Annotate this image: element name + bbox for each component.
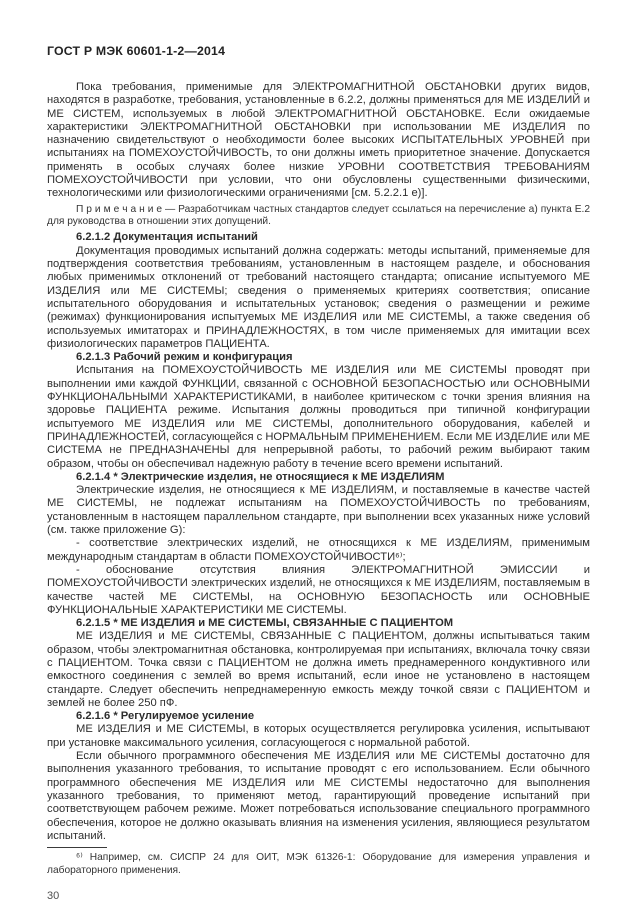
paragraph-6214: Электрические изделия, не относящиеся к МЕ ИЗДЕЛИЯМ, и поставляемые в качестве частей МЕ СИСТЕМЫ, не подлежат испытаниям на ПОМЕХОУСТОЙЧИВОСТЬ по требованиям, установленным в настоящем параллельном стандарте, при выполнении всех указанных ниже условий (см. также приложение G): bbox=[47, 484, 590, 537]
paragraph-6216-gain: МЕ ИЗДЕЛИЯ и МЕ СИСТЕМЫ, в которых осуществляется регулировка усиления, испытывают при установке максимального усиления, согласующегося с нормальной работой. bbox=[47, 723, 590, 749]
heading-6216: 6.2.1.6 * Регулируемое усиление bbox=[76, 710, 255, 723]
list-item-emission-justification: - обоснование отсутствия влияния ЭЛЕКТРОМАГНИТНОЙ ЭМИССИИ и ПОМЕХОУСТОЙЧИВОСТИ электрических изделий, не относящихся к МЕ ИЗДЕЛИЯМ, поставляемым в качестве частей МЕ СИСТЕМЫ, на ОСНОВНУЮ БЕЗОПАСНОСТЬ или ОСНОВНЫЕ ФУНКЦИОНАЛЬНЫЕ ХАРАКТЕРИСТИКИ МЕ СИСТЕМЫ. bbox=[47, 563, 590, 616]
footnote-area bbox=[47, 847, 590, 878]
paragraph-6215: МЕ ИЗДЕЛИЯ и МЕ СИСТЕМЫ, СВЯЗАННЫЕ С ПАЦИЕНТОМ, должны испытываться таким образом, чтобы электромагнитная обстановка, контролируемая при испытаниях, включала точку связи с ПАЦИЕНТОМ. Точка связи с ПАЦИЕНТОМ не должна иметь преднамеренного кондуктивного или емкостного соединения с землей во время испытаний, если иное не установлено в настоящем стандарте. Следует обеспечить непреднамеренную емкость между точкой связи с ПАЦИЕНТОМ и землей не более 250 пФ. bbox=[47, 630, 590, 709]
heading-6213: 6.2.1.3 Рабочий режим и конфигурация bbox=[76, 351, 293, 364]
heading-6212: 6.2.1.2 Документация испытаний bbox=[76, 231, 258, 244]
heading-6214: 6.2.1.4 * Электрические изделия, не относящиеся к МЕ ИЗДЕЛИЯМ bbox=[76, 470, 445, 483]
heading-6215: 6.2.1.5 * МЕ ИЗДЕЛИЯ и МЕ СИСТЕМЫ, СВЯЗАННЫЕ С ПАЦИЕНТОМ bbox=[76, 617, 454, 630]
running-header: ГОСТ Р МЭК 60601-1-2—2014 bbox=[47, 44, 226, 58]
list-item-immunity-standards: - соответствие электрических изделий, не относящихся к МЕ ИЗДЕЛИЯМ, применимым международным стандартам в области ПОМЕХОУСТОЙЧИВОСТИ⁶⁾; bbox=[47, 537, 590, 563]
footnote-text: ⁶⁾ Например, см. СИСПР 24 для ОИТ, МЭК 61326-1: Оборудование для измерения управления и лабораторного применения. bbox=[47, 852, 590, 876]
paragraph-6212: Документация проводимых испытаний должна содержать: методы испытаний, применяемые для подтверждения соответствия требованиям, установленным в настоящем разделе, и обоснования любых применимых отклонений от требований настоящего стандарта; описание испытуемого МЕ ИЗДЕЛИЯ или МЕ СИСТЕМЫ; сведения о применяемых критериях соответствия; описание испытательного оборудования и испытательных установок; сведения о размещении и режиме (режимах) функционирования испытуемых МЕ ИЗДЕЛИЯ или МЕ СИСТЕМЫ, а также сведения об используемых имитаторах и ПРИНАДЛЕЖНОСТЯХ, в том числе применяемых для имитации всех физиологических параметров ПАЦИЕНТА. bbox=[47, 244, 590, 350]
footnote-rule bbox=[47, 847, 107, 848]
document-body bbox=[47, 81, 590, 843]
paragraph-6216-software: Если обычного программного обеспечения МЕ ИЗДЕЛИЯ или МЕ СИСТЕМЫ достаточно для выполнения указанного требования, то испытание проводят с его использованием. Если обычного программного обеспечения МЕ ИЗДЕЛИЯ или МЕ СИСТЕМЫ недостаточно для выполнения указанного требования, то применяют метод, гарантирующий проведение испытаний при соответствующем рабочем режиме. Может потребоваться использование специального программного обеспечения, которое не должно оказывать влияния на изменения усиления, являющиеся результатом испытаний. bbox=[47, 750, 590, 842]
document-column bbox=[47, 81, 590, 902]
paragraph-6213: Испытания на ПОМЕХОУСТОЙЧИВОСТЬ МЕ ИЗДЕЛИЯ или МЕ СИСТЕМЫ проводят при выполнении ими каждой ФУНКЦИИ, связанной с ОСНОВНОЙ БЕЗОПАСНОСТЬЮ или ОСНОВНЫМИ ФУНКЦИОНАЛЬНЫМИ ХАРАКТЕРИСТИКАМИ, в наиболее критическом с точки зрения влияния на здоровье ПАЦИЕНТА режиме. Испытания должны проводиться при типичной конфигурации испытуемого МЕ ИЗДЕЛИЯ или МЕ СИСТЕМЫ, дополнительного оборудования, кабелей и ПРИНАДЛЕЖНОСТЕЙ, согласующейся с НОРМАЛЬНЫМ ПРИМЕНЕНИЕМ. Если МЕ ИЗДЕЛИЕ или МЕ СИСТЕМА не ПРЕДНАЗНАЧЕНЫ для непрерывной работы, то рабочий режим выбирают таким образом, чтобы он обеспечивал надежную работу в течение всего времени испытаний. bbox=[47, 364, 590, 470]
page-number: 30 bbox=[47, 889, 60, 902]
note-paragraph: П р и м е ч а н и е — Разработчикам частных стандартов следует ссылаться на перечисление а) пункта Е.2 для руководства в отношении этих допущений. bbox=[47, 203, 590, 228]
paragraph-6211-continuation: Пока требования, применимые для ЭЛЕКТРОМАГНИТНОЙ ОБСТАНОВКИ других видов, находятся в разработке, требования, установленные в 6.2.2, должны применяться для МЕ ИЗДЕЛИЙ и МЕ СИСТЕМ, используемых в любой ЭЛЕКТРОМАГНИТНОЙ ОБСТАНОВКЕ. Если ожидаемые характеристики ЭЛЕКТРОМАГНИТНОЙ ОБСТАНОВКИ при использовании МЕ ИЗДЕЛИЯ по назначению свидетельствуют о необходимости более высоких ИСПЫТАТЕЛЬНЫХ УРОВНЕЙ при испытаниях на ПОМЕХОУСТОЙЧИВОСТЬ, то они должны иметь приоритетное значение. Допускается применять в особых случаях более низкие УРОВНИ СООТВЕТСТВИЯ ТРЕБОВАНИЯМ ПОМЕХОУСТОЙЧИВОСТИ при условии, что они обусловлены существенными физическими, технологическими или физиологическими ограничениями [см. 5.2.2.1 е)]. bbox=[47, 81, 590, 200]
